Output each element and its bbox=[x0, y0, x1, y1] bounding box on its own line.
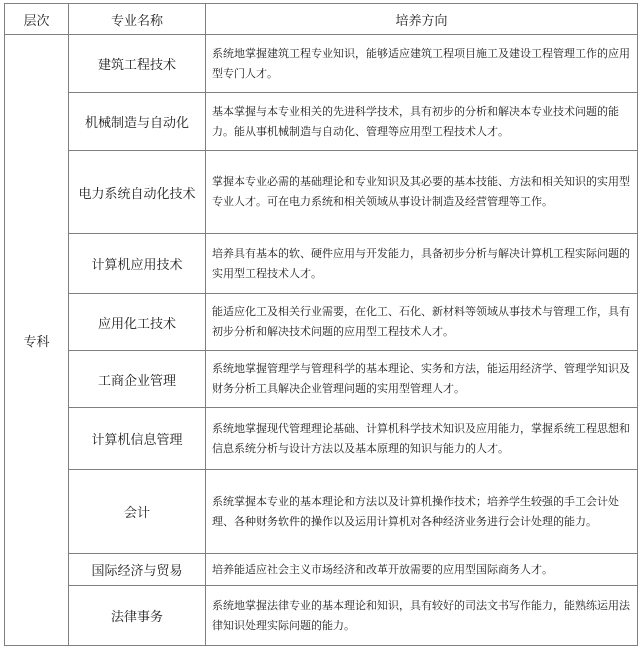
direction-cell: 系统地掌握现代管理理论基础、计算机科学技术知识及应用能力，掌握系统工程思想和信息系统分析与设计方法以及基本原理的知识与能力的人才。 bbox=[206, 408, 638, 470]
header-major: 专业名称 bbox=[69, 4, 206, 35]
table-row bbox=[5, 294, 638, 351]
table-row bbox=[5, 586, 638, 646]
table-row bbox=[5, 35, 638, 93]
major-cell: 法律事务 bbox=[69, 586, 206, 646]
table-row bbox=[5, 351, 638, 408]
table-row bbox=[5, 93, 638, 151]
direction-cell: 掌握本专业必需的基础理论和专业知识及其必要的基本技能、方法和相关知识的实用型专业人才。可在电力系统和相关领域从事设计制造及经营管理等工作。 bbox=[206, 151, 638, 234]
major-cell: 机械制造与自动化 bbox=[69, 93, 206, 151]
table-row bbox=[5, 151, 638, 234]
table-row bbox=[5, 408, 638, 470]
major-cell: 国际经济与贸易 bbox=[69, 554, 206, 586]
major-cell: 计算机信息管理 bbox=[69, 408, 206, 470]
table-row bbox=[5, 470, 638, 554]
major-cell: 会计 bbox=[69, 470, 206, 554]
major-cell: 应用化工技术 bbox=[69, 294, 206, 351]
direction-cell: 系统地掌握法律专业的基本理论和知识，具有较好的司法文书写作能力，能熟练运用法律知识处理实际问题的能力。 bbox=[206, 586, 638, 646]
major-cell: 电力系统自动化技术 bbox=[69, 151, 206, 234]
direction-cell: 系统地掌握管理学与管理科学的基本理论、实务和方法，能运用经济学、管理学知识及财务分析工具解决企业管理问题的实用型管理人才。 bbox=[206, 351, 638, 408]
direction-cell: 能适应化工及相关行业需要，在化工、石化、新材料等领域从事技术与管理工作，具有初步分析和解决技术问题的应用型工程技术人才。 bbox=[206, 294, 638, 351]
major-cell: 建筑工程技术 bbox=[69, 35, 206, 93]
direction-cell: 系统地掌握建筑工程专业知识，能够适应建筑工程项目施工及建设工程管理工作的应用型专门人才。 bbox=[206, 35, 638, 93]
level-cell: 专科 bbox=[5, 35, 69, 646]
direction-cell: 培养具有基本的软、硬件应用与开发能力，具备初步分析与解决计算机工程实际问题的实用型工程技术人才。 bbox=[206, 234, 638, 294]
direction-cell: 培养能适应社会主义市场经济和改革开放需要的应用型国际商务人才。 bbox=[206, 554, 638, 586]
header-row bbox=[5, 4, 638, 35]
direction-cell: 系统掌握本专业的基本理论和方法以及计算机操作技术；培养学生较强的手工会计处理、各种财务软件的操作以及运用计算机对各种经济业务进行会计处理的能力。 bbox=[206, 470, 638, 554]
majors-table bbox=[4, 3, 638, 646]
major-cell: 计算机应用技术 bbox=[69, 234, 206, 294]
header-direction: 培养方向 bbox=[206, 4, 638, 35]
table-row bbox=[5, 554, 638, 586]
table-row bbox=[5, 234, 638, 294]
header-level: 层次 bbox=[5, 4, 69, 35]
direction-cell: 基本掌握与本专业相关的先进科学技术，具有初步的分析和解决本专业技术问题的能力。能从事机械制造与自动化、管理等应用型工程技术人才。 bbox=[206, 93, 638, 151]
major-cell: 工商企业管理 bbox=[69, 351, 206, 408]
